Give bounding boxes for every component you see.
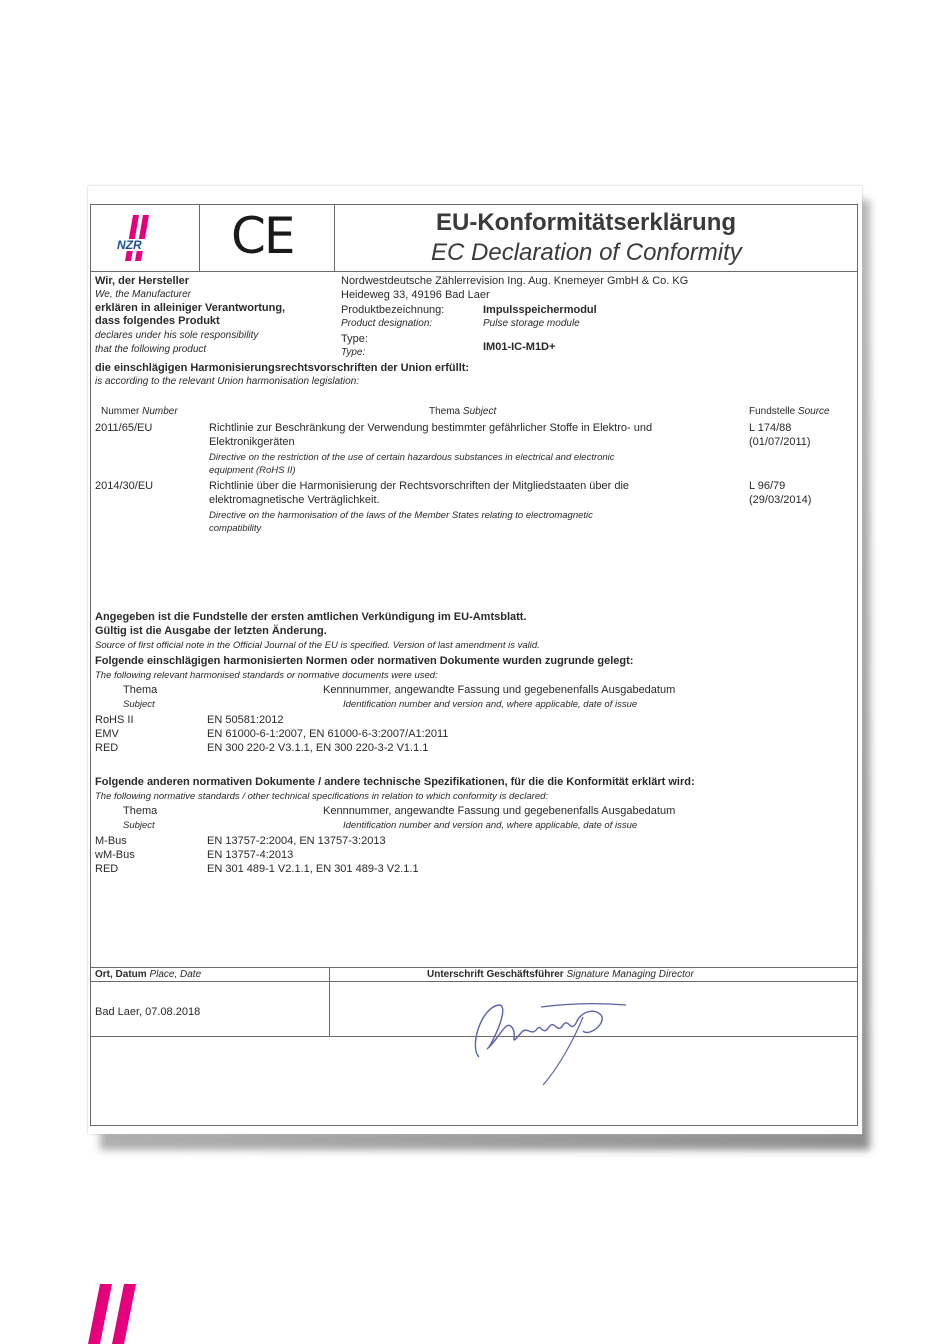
official-note-de-1: Angegeben ist die Fundstelle der ersten amtlichen Verkündigung im EU-Amtsblatt. (95, 611, 527, 623)
directives-subject-header (429, 406, 496, 417)
signature-label-en: Signature Managing Director (566, 969, 694, 980)
directive-2-en-1: Directive on the harmonisation of the laws of the Member States relating to electromagnetic (209, 510, 593, 521)
directive-1-de-1: Richtlinie zur Beschränkung der Verwendung bestimmter gefährlicher Stoffe in Elektro- und (209, 422, 653, 434)
other-row-2-subject: wM-Bus (95, 849, 135, 861)
directive-1-number: 2011/65/EU (95, 422, 153, 434)
directive-2-number: 2014/30/EU (95, 480, 154, 492)
other-heading-de: Folgende anderen normativen Dokumente / andere technische Spezifikationen, für die die Konformität erklärt wird: (95, 776, 695, 788)
nzr-brand-mark-icon (86, 1284, 146, 1344)
other-row-2-value: EN 13757-4:2013 (207, 849, 294, 861)
manufacturer-label-en: We, the Manufacturer (95, 289, 191, 300)
harmonised-row-3-subject: RED (95, 742, 119, 754)
place-label-en: Place, Date (149, 969, 202, 980)
other-row-1-subject: M-Bus (95, 835, 127, 847)
signature-label-de: Unterschrift Geschäftsführer (427, 969, 564, 980)
responsibility-en-1: declares under his sole responsibility (95, 330, 259, 341)
document-frame (90, 204, 858, 1126)
harmonised-heading-de: Folgende einschlägigen harmonisierten Normen oder normativen Dokumente wurden zugrunde gelegt: (95, 655, 634, 667)
manufacturer-address: Heideweg 33, 49196 Bad Laer (341, 289, 490, 301)
harmonised-row-3-value: EN 300 220-2 V3.1.1, EN 300 220-3-2 V1.1.1 (207, 742, 429, 754)
legislation-de: die einschlägigen Harmonisierungsrechtsvorschriften der Union erfüllt: (95, 362, 470, 374)
other-id-en: Identification number and version and, where applicable, date of issue (343, 820, 638, 831)
subject-header-en: Subject (462, 406, 497, 417)
harmonised-row-2-value: EN 61000-6-1:2007, EN 61000-6-3:2007/A1:2011 (207, 728, 449, 740)
directive-2-source-1: L 96/79 (749, 480, 786, 492)
directive-2-de-1: Richtlinie über die Harmonisierung der Rechtsvorschriften der Mitgliedstaaten über die (209, 480, 630, 492)
directive-2-source-2: (29/03/2014) (749, 494, 812, 506)
number-header-de: Nummer (101, 406, 140, 417)
source-header-de: Fundstelle (749, 406, 796, 417)
type-label-de: Type: (341, 333, 368, 345)
logo-text: NZR (117, 238, 142, 252)
harmonised-id-en: Identification number and version and, where applicable, date of issue (343, 699, 638, 710)
legislation-en: is according to the relevant Union harmonisation legislation: (95, 376, 360, 387)
directives-source-header (749, 406, 830, 417)
other-id-de: Kennnummer, angewandte Fassung und gegebenenfalls Ausgabedatum (323, 805, 676, 817)
directive-1-de-2: Elektronikgeräten (209, 436, 295, 448)
product-label-de: Produktbezeichnung: (341, 304, 445, 316)
number-header-en: Number (142, 406, 178, 417)
harmonised-row-1-value: EN 50581:2012 (207, 714, 284, 726)
other-row-1-value: EN 13757-2:2004, EN 13757-3:2013 (207, 835, 386, 847)
directive-1-source-2: (01/07/2011) (749, 436, 811, 448)
product-value-de: Impulsspeichermodul (483, 304, 597, 316)
handwritten-signature (451, 977, 651, 1087)
type-value: IM01-IC-M1D+ (483, 341, 556, 353)
other-row-3-value: EN 301 489-1 V2.1.1, EN 301 489-3 V2.1.1 (207, 863, 419, 875)
directive-2-en-2: compatibility (209, 523, 262, 534)
title-english: EC Declaration of Conformity (431, 239, 742, 266)
official-note-en: Source of first official note in the Official Journal of the EU is specified. Version of last amendment is valid. (95, 640, 540, 651)
responsibility-de-1: erklären in alleiniger Verantwortung, (95, 302, 286, 314)
harmonised-row-1-subject: RoHS II (95, 714, 134, 726)
responsibility-en-2: that the following product (95, 344, 207, 355)
place-label-de: Ort, Datum (95, 969, 147, 980)
harmonised-id-de: Kennnummer, angewandte Fassung und gegebenenfalls Ausgabedatum (323, 684, 676, 696)
ce-mark: CE (231, 207, 294, 265)
harmonised-subject-en: Subject (123, 699, 155, 710)
other-subject-de: Thema (123, 805, 158, 817)
other-row-3-subject: RED (95, 863, 119, 875)
title-german: EU-Konformitätserklärung (436, 209, 737, 236)
product-value-en: Pulse storage module (483, 318, 580, 329)
place-date-label (95, 969, 201, 980)
harmonised-subject-de: Thema (123, 684, 158, 696)
other-heading-en: The following normative standards / other technical specifications in relation to which conformity is declared: (95, 791, 549, 802)
manufacturer-label-de: Wir, der Hersteller (95, 275, 190, 287)
directive-2-de-2: elektromagnetische Verträglichkeit. (209, 494, 380, 506)
directive-1-source-1: L 174/88 (749, 422, 792, 434)
harmonised-heading-en: The following relevant harmonised standards or normative documents were used: (95, 670, 438, 681)
directives-number-header (101, 406, 178, 417)
source-header-en: Source (797, 406, 830, 417)
type-label-en: Type: (341, 347, 366, 358)
product-label-en: Product designation: (341, 318, 433, 329)
directive-1-en-1: Directive on the restriction of the use of certain hazardous substances in electrical and electronic (209, 452, 615, 463)
manufacturer-name: Nordwestdeutsche Zählerrevision Ing. Aug. Knemeyer GmbH & Co. KG (341, 275, 689, 287)
nzr-logo-icon (111, 213, 181, 263)
subject-header-de: Thema (429, 406, 461, 417)
header-row (91, 205, 857, 272)
place-date-value: Bad Laer, 07.08.2018 (95, 1006, 201, 1018)
official-note-de-2: Gültig ist die Ausgabe der letzten Änderung. (95, 625, 327, 637)
declaration-document (88, 186, 862, 1134)
other-subject-en: Subject (123, 820, 155, 831)
harmonised-row-2-subject: EMV (95, 728, 119, 740)
responsibility-de-2: dass folgendes Produkt (95, 315, 220, 327)
directive-1-en-2: equipment (RoHS II) (209, 465, 296, 476)
